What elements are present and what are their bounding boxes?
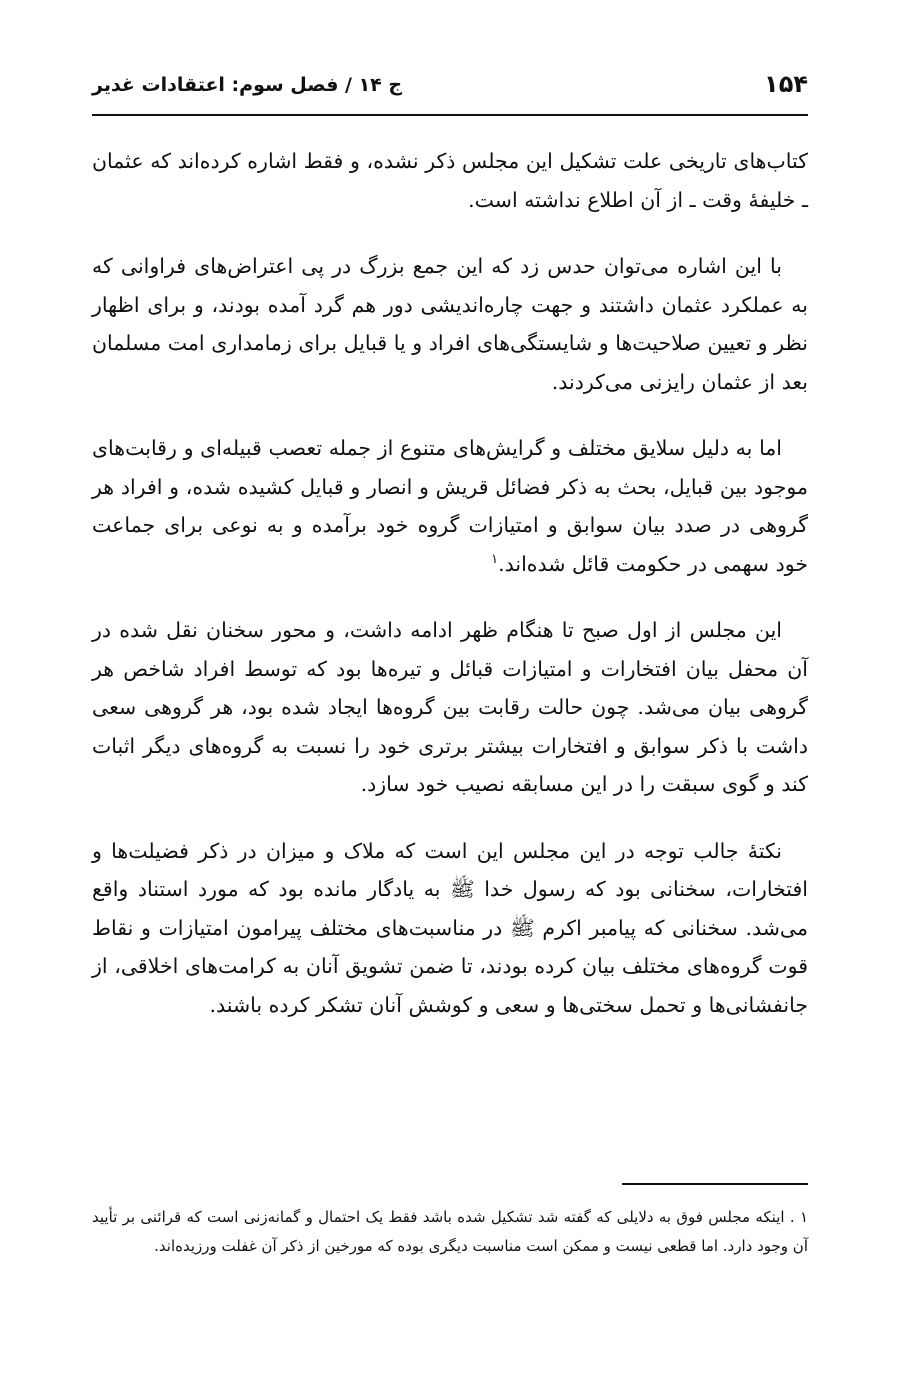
paragraph-3 — [92, 429, 808, 583]
paragraph-1 — [92, 142, 808, 219]
paragraph-2 — [92, 247, 808, 401]
page-number: ۱۵۴ — [764, 70, 808, 98]
paragraph-2-text: با این اشاره می‌توان حدس زد که این جمع بزرگ در پی اعتراض‌های فراوانی که به عملکرد عثمان داشتند و جهت چاره‌اندیشی دور هم گرد آمده بودند، و برای اظهار نظر و تعیین صلاحیت‌ها و شایستگی‌های افراد و یا قبایل برای زمامداری امت مسلمان بعد از عثمان رایزنی می‌کردند. — [92, 254, 808, 394]
footnote-1: ۱ . اینکه مجلس فوق به دلایلی که گفته شد تشکیل شده باشد فقط یک احتمال و گمانه‌زنی است که قرائنی بر تأیید آن وجود دارد. اما قطعی نیست و ممکن است مناسبت دیگری بوده که مورخین از ذکر آن غفلت ورزیده‌اند. — [92, 1208, 808, 1255]
body-text — [92, 142, 808, 1052]
paragraph-4 — [92, 611, 808, 804]
running-title: ج ۱۴ / فصل سوم: اعتقادات غدیر — [92, 74, 403, 96]
paragraph-3-text: اما به دلیل سلایق مختلف و گرایش‌های متنوع از جمله تعصب قبیله‌ای و رقابت‌های موجود بین قبایل، بحث به ذکر فضائل قریش و انصار و قبایل کشیده شده، و افراد هر گروهی در صدد بیان سوابق و امتیازات گروه خود برآمده و به نوعی برای جماعت خود سهمی در حکومت قائل شده‌اند. — [92, 436, 808, 576]
footnote-reference[interactable]: ۱ — [491, 551, 499, 567]
page-header — [92, 62, 808, 116]
paragraph-1-text: کتاب‌های تاریخی علت تشکیل این مجلس ذکر نشده، و فقط اشاره کرده‌اند که عثمان ـ خلیفهٔ وقت ـ از آن اطلاع نداشته است. — [92, 149, 808, 212]
paragraph-5-text: نکتهٔ جالب توجه در این مجلس این است که ملاک و میزان در ذکر فضیلت‌ها و افتخارات، سخنانی بود که رسول خدا ﷺ به یادگار مانده بود که مورد استناد واقع می‌شد. سخنانی که پیامبر اکرم ﷺ در مناسبت‌های مختلف پیرامون امتیازات و نقاط قوت گروه‌های مختلف بیان کرده بودند، تا ضمن تشویق آنان به کرامت‌های اخلاقی، از جانفشانی‌ها و تحمل سختی‌ها و سعی و کوشش آنان تشکر کرده باشند. — [92, 838, 808, 1017]
paragraph-5 — [92, 832, 808, 1025]
footnotes — [92, 1203, 808, 1261]
footnote-divider — [622, 1183, 808, 1185]
paragraph-4-text: این مجلس از اول صبح تا هنگام ظهر ادامه داشت، و محور سخنان نقل شده در آن محفل بیان افتخارات و امتیازات قبائل و تیره‌ها بود که توسط افراد شاخص هر گروهی بیان می‌شد. چون حالت رقابت بین گروه‌ها ایجاد شده بود، هر گروهی سعی داشت با ذکر سوابق و افتخارات بیشتر برتری خود را نسبت به گروه‌های دیگر اثبات کند و گوی سبقت را در این مسابقه نصیب خود سازد. — [92, 618, 808, 796]
